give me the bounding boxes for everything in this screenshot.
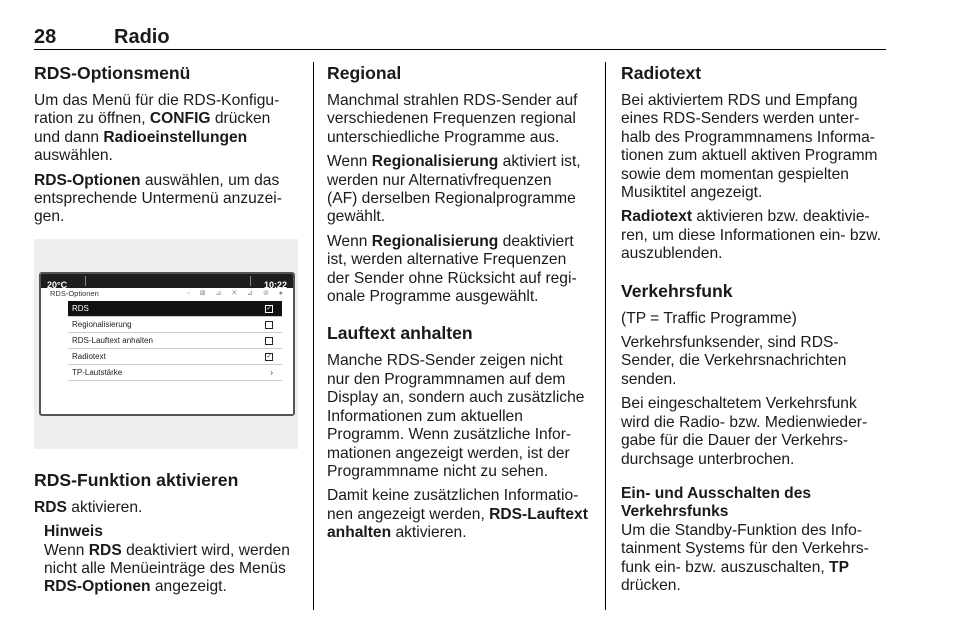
- text: nur den Programmnamen auf dem: [327, 370, 566, 388]
- text: der Sender ohne Rücksicht auf regi-: [327, 269, 577, 287]
- text: ist, werden alternative Frequenzen: [327, 251, 567, 269]
- menu-item-label: RDS-Lauftext anhalten: [72, 335, 153, 345]
- text: senden.: [621, 370, 677, 388]
- paragraph: [34, 92, 304, 166]
- text: auswählen, um das: [140, 171, 280, 189]
- note-box: [44, 523, 304, 597]
- menu-title-bar: [41, 288, 293, 299]
- column-divider: [605, 62, 606, 610]
- text: angezeigt.: [150, 578, 227, 596]
- text: tionen zum aktuell aktiven Programm: [621, 147, 878, 165]
- menu-title: RDS-Optionen: [50, 288, 99, 298]
- text: drücken.: [621, 576, 681, 594]
- text: verschiedenen Frequenzen regional: [327, 110, 576, 128]
- text: Bei aktiviertem RDS und Empfang: [621, 92, 858, 109]
- bold-term: RDS-Optionen: [34, 171, 141, 189]
- text: deaktiviert wird, werden: [121, 541, 290, 559]
- text: durchsage unterbrochen.: [621, 450, 795, 468]
- paragraph: [621, 334, 893, 389]
- text: Wenn: [327, 232, 372, 250]
- text: aktivieren bzw. deaktivie-: [692, 208, 870, 226]
- text: mationen angezeigt werden, ist der: [327, 444, 570, 462]
- chevron-right-icon: ›: [270, 367, 273, 377]
- text: (AF) derselben Regionalprogramme: [327, 190, 576, 208]
- text: Sender, die Verkehrsnachrichten: [621, 352, 847, 370]
- bold-term: Regionalisierung: [371, 153, 499, 171]
- clock: 10:22: [263, 279, 287, 290]
- paragraph: [327, 233, 597, 307]
- heading-radiotext: Radiotext: [621, 63, 702, 83]
- checkbox-checked-icon: ✓: [266, 305, 272, 312]
- header-rule: [34, 49, 886, 50]
- paragraph: [621, 92, 893, 202]
- page-number: 28: [34, 26, 57, 48]
- text: gewählt.: [327, 208, 386, 226]
- menu-item-label: TP-Lautstärke: [72, 367, 123, 377]
- screen-figure: [34, 239, 298, 449]
- heading-verkehrsfunk: Verkehrsfunk: [621, 280, 733, 301]
- paragraph: [621, 208, 893, 263]
- text: auswählen.: [34, 147, 113, 165]
- menu-item-radiotext[interactable]: [68, 349, 282, 365]
- bold-term: TP: [829, 558, 849, 576]
- menu-item-tp-lautstaerke[interactable]: [68, 365, 282, 381]
- heading-regional: Regional: [327, 63, 402, 83]
- temperature: 20°C: [47, 279, 68, 290]
- text: auszublenden.: [621, 245, 723, 263]
- text: deaktiviert: [498, 232, 574, 250]
- subheading-ein-ausschalten: [621, 485, 893, 522]
- text: Manchmal strahlen RDS-Sender auf: [327, 92, 578, 109]
- display-screen: [39, 272, 295, 416]
- text: onale Programme ausgewählt.: [327, 288, 539, 306]
- text: Programm. Wenn zusätzliche Infor-: [327, 426, 572, 444]
- text: eines RDS-Senders werden unter-: [621, 110, 860, 128]
- text: sowie dem momentan gespielten: [621, 165, 849, 183]
- text: unterschiedliche Programme aus.: [327, 128, 560, 146]
- bold-term: anhalten: [327, 524, 392, 542]
- text: Display an, sondern auch zusätzliche: [327, 389, 585, 407]
- text: Informationen zum aktuellen: [327, 407, 523, 425]
- menu-item-label: Radiotext: [72, 351, 106, 361]
- status-bar: [41, 274, 293, 288]
- bold-term: RDS: [88, 541, 122, 559]
- text: Wenn: [327, 153, 372, 171]
- menu-item-rds[interactable]: [68, 301, 282, 317]
- heading-rds-optionsmenu: RDS-Optionsmenü: [34, 63, 191, 83]
- text: aktivieren.: [391, 524, 467, 542]
- text: gen.: [34, 208, 65, 226]
- checkbox-checked-icon: ✓: [266, 353, 272, 360]
- menu-item-label: RDS: [72, 303, 89, 313]
- heading-lauftext: Lauftext anhalten: [327, 323, 473, 344]
- text: entsprechende Untermenü anzuzei-: [34, 190, 282, 208]
- text: halb des Programmnamens Informa-: [621, 128, 875, 146]
- text: und dann: [34, 128, 104, 146]
- paragraph: [34, 499, 304, 517]
- bold-term: RDS-Lauftext: [489, 505, 588, 523]
- column-2: [327, 62, 597, 549]
- bold-term: Radioeinstellungen: [103, 128, 248, 146]
- paragraph: [327, 153, 597, 227]
- paragraph: [327, 487, 597, 542]
- text: ren, um diese Informationen ein- bzw.: [621, 226, 882, 244]
- text: Verkehrsfunks: [621, 503, 729, 521]
- text: Bei eingeschaltetem Verkehrsfunk: [621, 395, 857, 413]
- text: funk ein- bzw. auszuschalten,: [621, 558, 830, 576]
- rds-options-menu: [68, 301, 282, 381]
- bold-term: Radiotext: [621, 208, 693, 226]
- text: nicht alle Menüeinträge des Menüs: [44, 560, 286, 578]
- menu-item-lauftext[interactable]: [68, 333, 282, 349]
- text: Manche RDS-Sender zeigen nicht: [327, 352, 563, 370]
- checkbox-icon: [265, 321, 273, 329]
- bold-term: RDS-Optionen: [44, 578, 151, 596]
- paragraph: (TP = Traffic Programme): [621, 309, 797, 327]
- paragraph: [327, 92, 597, 147]
- paragraph: [34, 172, 304, 227]
- menu-item-label: Regionalisierung: [72, 319, 132, 329]
- column-3: [621, 62, 893, 601]
- text: ration zu öffnen,: [34, 110, 150, 128]
- bold-term: Regionalisierung: [371, 232, 499, 250]
- text: Musiktitel angezeigt.: [621, 184, 763, 202]
- text: Damit keine zusätzlichen Informatio-: [327, 487, 579, 505]
- text: Verkehrsfunksender, sind RDS-: [621, 334, 839, 352]
- text: drücken: [210, 110, 271, 128]
- text: Wenn: [44, 541, 89, 559]
- column-1: [34, 62, 304, 597]
- text: werden nur Alternativfrequenzen: [327, 171, 552, 189]
- text: aktiviert ist,: [498, 153, 581, 171]
- column-divider: [313, 62, 314, 610]
- text: Um das Menü für die RDS-Konfigu-: [34, 92, 280, 109]
- text: aktivieren.: [66, 498, 143, 516]
- status-icons: ◦ ⊠ ⊿ ✕ ⊿ ⊘ ●: [187, 289, 287, 297]
- divider: [85, 276, 86, 286]
- section-title: Radio: [114, 26, 170, 48]
- text: tainment Systems für den Verkehrs-: [621, 540, 869, 558]
- paragraph: [327, 352, 597, 481]
- bold-term: CONFIG: [149, 110, 211, 128]
- heading-rds-funktion: RDS-Funktion aktivieren: [34, 469, 239, 490]
- divider: [250, 276, 251, 286]
- text: Um die Standby-Funktion des Info-: [621, 521, 862, 539]
- text: Programmname nicht zu sehen.: [327, 462, 549, 480]
- bold-term: RDS: [34, 498, 67, 516]
- paragraph: [621, 522, 893, 596]
- menu-item-regionalisierung[interactable]: [68, 317, 282, 333]
- text: nen angezeigt werden,: [327, 505, 490, 523]
- checkbox-icon: [265, 337, 273, 345]
- text: wird die Radio- bzw. Medienwieder-: [621, 413, 868, 431]
- text: gabe für die Dauer der Verkehrs-: [621, 432, 849, 450]
- note-title: Hinweis: [44, 523, 103, 541]
- text: Ein- und Ausschalten des: [621, 484, 812, 502]
- paragraph: [621, 395, 893, 469]
